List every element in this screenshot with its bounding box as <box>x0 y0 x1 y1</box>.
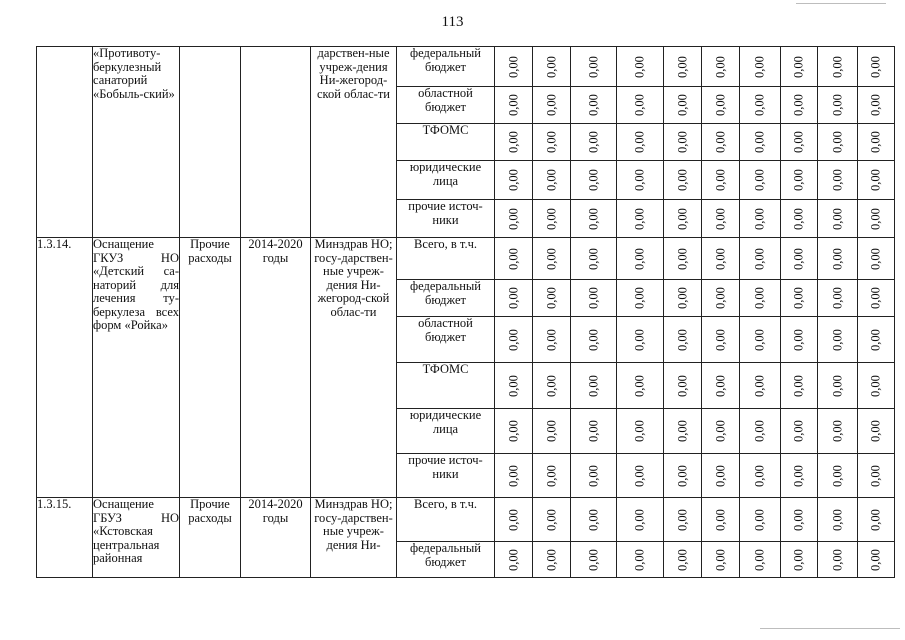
amount-value: 0,00 <box>505 328 520 351</box>
amount-cell <box>740 409 781 454</box>
amount-value: 0,00 <box>585 94 600 116</box>
amount-cell <box>571 498 617 542</box>
amount-value: 0,00 <box>632 374 647 397</box>
item-number: 1.3.15. <box>37 498 93 578</box>
amount-value: 0,00 <box>632 508 647 531</box>
amount-cell <box>617 542 664 578</box>
funding-source: прочие источ-ники <box>397 454 495 498</box>
page-number: 113 <box>441 14 464 30</box>
amount-cell <box>702 280 740 317</box>
amount-value: 0,00 <box>752 131 767 153</box>
amount-cell <box>495 280 533 317</box>
amount-cell <box>858 542 895 578</box>
amount-value: 0,00 <box>543 374 558 397</box>
amount-cell <box>858 409 895 454</box>
amount-value: 0,00 <box>791 328 806 351</box>
amount-cell <box>740 124 781 161</box>
amount-value: 0,00 <box>868 548 883 571</box>
amount-cell <box>858 317 895 363</box>
amount-cell <box>702 238 740 280</box>
expense-type: Прочие расходы <box>180 498 241 578</box>
amount-value: 0,00 <box>868 464 883 487</box>
amount-value: 0,00 <box>585 131 600 153</box>
amount-cell <box>702 317 740 363</box>
amount-cell <box>858 363 895 409</box>
amount-cell <box>858 161 895 200</box>
amount-value: 0,00 <box>505 169 520 191</box>
amount-cell <box>858 238 895 280</box>
amount-value: 0,00 <box>752 207 767 230</box>
amount-cell <box>533 498 571 542</box>
amount-value: 0,00 <box>712 374 727 397</box>
amount-value: 0,00 <box>829 548 844 571</box>
amount-cell <box>664 317 702 363</box>
amount-cell <box>781 498 818 542</box>
amount-cell <box>664 363 702 409</box>
amount-cell <box>617 87 664 124</box>
amount-value: 0,00 <box>585 247 600 270</box>
funding-source: областной бюджет <box>397 87 495 124</box>
amount-value: 0,00 <box>585 508 600 531</box>
amount-value: 0,00 <box>632 328 647 351</box>
amount-cell <box>818 161 858 200</box>
item-number <box>37 47 93 238</box>
amount-cell <box>818 409 858 454</box>
amount-value: 0,00 <box>712 464 727 487</box>
amount-value: 0,00 <box>505 207 520 230</box>
amount-value: 0,00 <box>505 464 520 487</box>
amount-value: 0,00 <box>543 464 558 487</box>
amount-cell <box>664 409 702 454</box>
amount-cell <box>818 238 858 280</box>
funding-source: федеральный бюджет <box>397 542 495 578</box>
executor: дарствен-ные учреж-дения Ни-жегород-ской облас-ти <box>311 47 397 238</box>
amount-value: 0,00 <box>712 169 727 191</box>
amount-cell <box>533 454 571 498</box>
amount-cell <box>533 47 571 87</box>
amount-cell <box>858 200 895 238</box>
amount-value: 0,00 <box>585 464 600 487</box>
amount-value: 0,00 <box>829 169 844 191</box>
amount-cell <box>781 454 818 498</box>
amount-value: 0,00 <box>505 420 520 442</box>
amount-cell <box>617 498 664 542</box>
amount-cell <box>664 454 702 498</box>
amount-cell <box>617 47 664 87</box>
amount-cell <box>858 498 895 542</box>
amount-value: 0,00 <box>868 420 883 442</box>
amount-cell <box>533 542 571 578</box>
amount-cell <box>818 47 858 87</box>
amount-value: 0,00 <box>868 508 883 531</box>
amount-value: 0,00 <box>752 420 767 442</box>
amount-value: 0,00 <box>791 287 806 309</box>
amount-cell <box>571 161 617 200</box>
expense-type <box>180 47 241 238</box>
amount-value: 0,00 <box>585 207 600 230</box>
amount-value: 0,00 <box>791 55 806 78</box>
amount-cell <box>495 238 533 280</box>
amount-cell <box>571 317 617 363</box>
amount-value: 0,00 <box>674 328 689 351</box>
scan-artifact-top <box>796 3 886 4</box>
amount-value: 0,00 <box>674 508 689 531</box>
amount-cell <box>617 409 664 454</box>
expense-type: Прочие расходы <box>180 238 241 498</box>
amount-cell <box>617 238 664 280</box>
amount-value: 0,00 <box>791 94 806 116</box>
amount-value: 0,00 <box>868 169 883 191</box>
amount-cell <box>664 542 702 578</box>
amount-cell <box>702 47 740 87</box>
amount-value: 0,00 <box>829 374 844 397</box>
amount-cell <box>702 87 740 124</box>
amount-cell <box>571 363 617 409</box>
amount-cell <box>571 87 617 124</box>
amount-cell <box>571 280 617 317</box>
amount-value: 0,00 <box>791 247 806 270</box>
amount-value: 0,00 <box>674 207 689 230</box>
amount-value: 0,00 <box>752 508 767 531</box>
amount-cell <box>495 363 533 409</box>
amount-cell <box>617 200 664 238</box>
amount-cell <box>818 124 858 161</box>
amount-value: 0,00 <box>674 548 689 571</box>
amount-value: 0,00 <box>829 328 844 351</box>
amount-value: 0,00 <box>752 55 767 78</box>
amount-value: 0,00 <box>674 420 689 442</box>
funding-source: прочие источ-ники <box>397 200 495 238</box>
amount-value: 0,00 <box>868 94 883 116</box>
amount-value: 0,00 <box>712 328 727 351</box>
amount-value: 0,00 <box>505 508 520 531</box>
amount-value: 0,00 <box>791 420 806 442</box>
amount-cell <box>702 200 740 238</box>
amount-value: 0,00 <box>829 207 844 230</box>
amount-value: 0,00 <box>632 131 647 153</box>
amount-cell <box>702 542 740 578</box>
amount-value: 0,00 <box>791 207 806 230</box>
amount-value: 0,00 <box>505 55 520 78</box>
amount-cell <box>858 454 895 498</box>
amount-cell <box>495 409 533 454</box>
amount-cell <box>533 317 571 363</box>
table-row <box>37 47 895 87</box>
amount-cell <box>495 124 533 161</box>
amount-cell <box>495 498 533 542</box>
amount-cell <box>664 161 702 200</box>
amount-value: 0,00 <box>632 420 647 442</box>
amount-cell <box>740 317 781 363</box>
amount-cell <box>617 363 664 409</box>
amount-value: 0,00 <box>632 207 647 230</box>
amount-cell <box>495 200 533 238</box>
amount-value: 0,00 <box>752 169 767 191</box>
item-name: Оснащение ГКУЗ НО «Детский са-наторий для лечения ту-беркулеза всех форм «Ройка» <box>93 238 180 498</box>
amount-value: 0,00 <box>712 287 727 309</box>
amount-value: 0,00 <box>752 287 767 309</box>
amount-value: 0,00 <box>829 464 844 487</box>
amount-value: 0,00 <box>505 94 520 116</box>
amount-value: 0,00 <box>674 287 689 309</box>
amount-cell <box>533 409 571 454</box>
period: 2014-2020 годы <box>241 238 311 498</box>
amount-cell <box>858 280 895 317</box>
amount-value: 0,00 <box>674 94 689 116</box>
amount-value: 0,00 <box>712 55 727 78</box>
amount-value: 0,00 <box>674 374 689 397</box>
item-name: «Противоту-беркулезный санаторий «Бобыль-ский» <box>93 47 180 238</box>
amount-value: 0,00 <box>712 247 727 270</box>
amount-cell <box>533 124 571 161</box>
amount-value: 0,00 <box>543 247 558 270</box>
funding-source: юридические лица <box>397 161 495 200</box>
amount-cell <box>664 498 702 542</box>
amount-value: 0,00 <box>712 131 727 153</box>
amount-value: 0,00 <box>585 55 600 78</box>
amount-cell <box>495 87 533 124</box>
amount-value: 0,00 <box>829 55 844 78</box>
scan-artifact-bottom <box>760 628 900 629</box>
amount-value: 0,00 <box>791 508 806 531</box>
amount-value: 0,00 <box>585 420 600 442</box>
amount-cell <box>781 124 818 161</box>
amount-cell <box>858 87 895 124</box>
amount-value: 0,00 <box>712 207 727 230</box>
amount-value: 0,00 <box>674 169 689 191</box>
amount-value: 0,00 <box>585 328 600 351</box>
amount-cell <box>664 87 702 124</box>
funding-source: ТФОМС <box>397 124 495 161</box>
amount-cell <box>818 454 858 498</box>
amount-cell <box>858 47 895 87</box>
amount-value: 0,00 <box>791 169 806 191</box>
amount-cell <box>781 317 818 363</box>
amount-cell <box>740 280 781 317</box>
amount-cell <box>617 161 664 200</box>
amount-value: 0,00 <box>791 548 806 571</box>
amount-cell <box>781 542 818 578</box>
amount-value: 0,00 <box>712 508 727 531</box>
amount-cell <box>495 161 533 200</box>
amount-cell <box>740 498 781 542</box>
amount-cell <box>740 542 781 578</box>
item-name: Оснащение ГБУЗ НО «Кстовская центральная районная <box>93 498 180 578</box>
amount-cell <box>702 124 740 161</box>
amount-cell <box>617 280 664 317</box>
amount-value: 0,00 <box>543 207 558 230</box>
amount-value: 0,00 <box>712 548 727 571</box>
amount-value: 0,00 <box>752 548 767 571</box>
amount-cell <box>571 454 617 498</box>
amount-value: 0,00 <box>868 55 883 78</box>
amount-value: 0,00 <box>868 328 883 351</box>
amount-cell <box>818 498 858 542</box>
funding-source: юридические лица <box>397 409 495 454</box>
amount-value: 0,00 <box>752 374 767 397</box>
amount-cell <box>818 87 858 124</box>
amount-value: 0,00 <box>632 55 647 78</box>
amount-value: 0,00 <box>829 131 844 153</box>
amount-value: 0,00 <box>632 169 647 191</box>
amount-value: 0,00 <box>632 464 647 487</box>
amount-value: 0,00 <box>585 548 600 571</box>
amount-value: 0,00 <box>505 247 520 270</box>
budget-table <box>36 46 895 578</box>
amount-cell <box>571 238 617 280</box>
amount-cell <box>781 238 818 280</box>
amount-value: 0,00 <box>829 247 844 270</box>
amount-value: 0,00 <box>543 94 558 116</box>
amount-value: 0,00 <box>712 420 727 442</box>
amount-value: 0,00 <box>868 247 883 270</box>
amount-value: 0,00 <box>505 131 520 153</box>
amount-value: 0,00 <box>791 374 806 397</box>
amount-value: 0,00 <box>829 420 844 442</box>
amount-cell <box>702 498 740 542</box>
amount-value: 0,00 <box>868 287 883 309</box>
amount-value: 0,00 <box>543 548 558 571</box>
amount-value: 0,00 <box>543 420 558 442</box>
table-row <box>37 498 895 542</box>
amount-cell <box>495 47 533 87</box>
amount-value: 0,00 <box>505 374 520 397</box>
amount-value: 0,00 <box>543 55 558 78</box>
amount-cell <box>533 238 571 280</box>
amount-value: 0,00 <box>543 131 558 153</box>
amount-value: 0,00 <box>632 548 647 571</box>
amount-cell <box>781 87 818 124</box>
amount-cell <box>533 280 571 317</box>
amount-value: 0,00 <box>712 94 727 116</box>
funding-source: Всего, в т.ч. <box>397 498 495 542</box>
amount-cell <box>571 409 617 454</box>
amount-value: 0,00 <box>632 94 647 116</box>
amount-cell <box>702 409 740 454</box>
amount-cell <box>617 317 664 363</box>
funding-source: ТФОМС <box>397 363 495 409</box>
amount-value: 0,00 <box>674 247 689 270</box>
amount-cell <box>533 87 571 124</box>
amount-value: 0,00 <box>632 287 647 309</box>
period <box>241 47 311 238</box>
funding-source: Всего, в т.ч. <box>397 238 495 280</box>
amount-cell <box>571 542 617 578</box>
amount-value: 0,00 <box>829 94 844 116</box>
amount-value: 0,00 <box>752 247 767 270</box>
amount-cell <box>664 280 702 317</box>
amount-cell <box>781 363 818 409</box>
amount-cell <box>818 363 858 409</box>
amount-value: 0,00 <box>674 131 689 153</box>
amount-cell <box>702 161 740 200</box>
amount-cell <box>781 47 818 87</box>
funding-source: областной бюджет <box>397 317 495 363</box>
amount-value: 0,00 <box>829 508 844 531</box>
amount-value: 0,00 <box>752 328 767 351</box>
amount-value: 0,00 <box>674 55 689 78</box>
amount-cell <box>495 542 533 578</box>
item-number: 1.3.14. <box>37 238 93 498</box>
amount-value: 0,00 <box>585 287 600 309</box>
amount-value: 0,00 <box>868 207 883 230</box>
amount-cell <box>664 124 702 161</box>
amount-cell <box>571 47 617 87</box>
amount-value: 0,00 <box>543 169 558 191</box>
funding-source: федеральный бюджет <box>397 47 495 87</box>
amount-cell <box>617 124 664 161</box>
amount-cell <box>740 238 781 280</box>
amount-value: 0,00 <box>752 94 767 116</box>
amount-cell <box>702 454 740 498</box>
amount-cell <box>818 317 858 363</box>
amount-value: 0,00 <box>632 247 647 270</box>
amount-value: 0,00 <box>585 169 600 191</box>
amount-value: 0,00 <box>868 131 883 153</box>
period: 2014-2020 годы <box>241 498 311 578</box>
amount-value: 0,00 <box>674 464 689 487</box>
amount-cell <box>664 200 702 238</box>
executor: Минздрав НО; госу-дарствен-ные учреж-дения Ни-жегород-ской облас-ти <box>311 238 397 498</box>
amount-cell <box>781 161 818 200</box>
amount-cell <box>702 363 740 409</box>
amount-value: 0,00 <box>543 328 558 351</box>
amount-cell <box>664 47 702 87</box>
amount-cell <box>858 124 895 161</box>
amount-value: 0,00 <box>543 287 558 309</box>
amount-cell <box>740 454 781 498</box>
amount-cell <box>740 161 781 200</box>
executor: Минздрав НО; госу-дарствен-ные учреж-дения Ни- <box>311 498 397 578</box>
amount-value: 0,00 <box>868 374 883 397</box>
amount-value: 0,00 <box>791 131 806 153</box>
amount-cell <box>617 454 664 498</box>
amount-cell <box>495 317 533 363</box>
table-row <box>37 238 895 280</box>
amount-cell <box>818 200 858 238</box>
amount-cell <box>571 200 617 238</box>
amount-cell <box>740 47 781 87</box>
amount-cell <box>740 363 781 409</box>
amount-cell <box>818 542 858 578</box>
amount-cell <box>781 200 818 238</box>
funding-source: федеральный бюджет <box>397 280 495 317</box>
amount-cell <box>533 363 571 409</box>
amount-cell <box>740 200 781 238</box>
amount-cell <box>571 124 617 161</box>
amount-cell <box>533 200 571 238</box>
amount-value: 0,00 <box>505 548 520 571</box>
amount-value: 0,00 <box>585 374 600 397</box>
amount-cell <box>781 409 818 454</box>
amount-cell <box>740 87 781 124</box>
amount-cell <box>533 161 571 200</box>
amount-value: 0,00 <box>505 287 520 309</box>
amount-cell <box>781 280 818 317</box>
amount-value: 0,00 <box>543 508 558 531</box>
amount-value: 0,00 <box>829 287 844 309</box>
amount-value: 0,00 <box>752 464 767 487</box>
amount-cell <box>818 280 858 317</box>
amount-value: 0,00 <box>791 464 806 487</box>
amount-cell <box>495 454 533 498</box>
amount-cell <box>664 238 702 280</box>
